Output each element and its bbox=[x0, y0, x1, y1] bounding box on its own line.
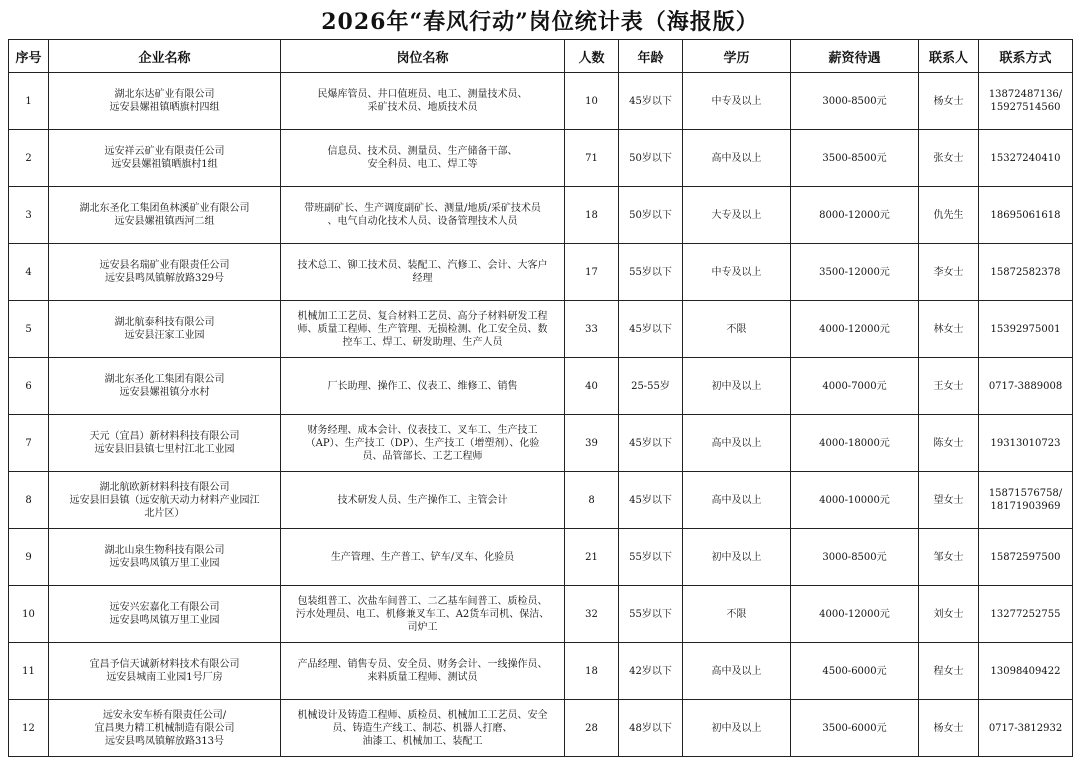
age-cell: 55岁以下 bbox=[619, 244, 683, 301]
positions-cell-line: 财务经理、成本会计、仪表技工、叉车工、生产技工 bbox=[307, 424, 538, 436]
row-number: 9 bbox=[9, 529, 49, 586]
age-cell: 55岁以下 bbox=[619, 586, 683, 643]
education-cell: 高中及以上 bbox=[683, 472, 791, 529]
positions-cell bbox=[281, 130, 565, 187]
age-cell: 45岁以下 bbox=[619, 301, 683, 358]
table-row bbox=[9, 529, 1073, 586]
phone-cell bbox=[979, 244, 1073, 301]
phone-cell bbox=[979, 529, 1073, 586]
contact-cell: 邹女士 bbox=[919, 529, 979, 586]
job-stats-table bbox=[8, 39, 1073, 757]
positions-cell-line: 采矿技术员、地质技术员 bbox=[367, 102, 478, 113]
positions-cell bbox=[281, 700, 565, 757]
header-age: 年龄 bbox=[619, 40, 683, 73]
phone-cell-line: 18171903969 bbox=[990, 501, 1061, 512]
company-cell-line: 远安县名瑞矿业有限责任公司 bbox=[99, 260, 230, 271]
positions-cell bbox=[281, 187, 565, 244]
education-cell: 高中及以上 bbox=[683, 130, 791, 187]
company-cell-line: 宜昌奥力精工机械制造有限公司 bbox=[94, 722, 235, 734]
company-cell bbox=[49, 244, 281, 301]
contact-cell: 望女士 bbox=[919, 472, 979, 529]
table-row bbox=[9, 358, 1073, 415]
contact-cell: 李女士 bbox=[919, 244, 979, 301]
company-cell-line: 远安县旧县镇（远安航天动力材料产业园江 bbox=[69, 494, 260, 506]
education-cell: 初中及以上 bbox=[683, 529, 791, 586]
phone-cell-line: 15927514560 bbox=[990, 102, 1061, 113]
education-cell: 高中及以上 bbox=[683, 643, 791, 700]
positions-cell-line: 师、质量工程师、生产管理、无损检测、化工安全员、数 bbox=[297, 323, 548, 335]
company-cell-line: 远安县旧县镇七里村江北工业园 bbox=[94, 444, 235, 455]
education-cell: 中专及以上 bbox=[683, 244, 791, 301]
positions-cell-line: 、电气自动化技术人员、设备管理技术人员 bbox=[327, 216, 518, 227]
phone-cell-line: 18695061618 bbox=[990, 209, 1061, 221]
company-cell-line: 湖北航欧新材料科技有限公司 bbox=[99, 481, 230, 493]
positions-cell-line: 生产管理、生产普工、铲车/叉车、化验员 bbox=[330, 551, 515, 563]
phone-cell bbox=[979, 643, 1073, 700]
positions-cell bbox=[281, 415, 565, 472]
header-phone: 联系方式 bbox=[979, 40, 1073, 73]
age-cell: 45岁以下 bbox=[619, 472, 683, 529]
phone-cell bbox=[979, 358, 1073, 415]
company-cell-line: 湖北东达矿业有限公司 bbox=[114, 89, 215, 100]
education-cell: 不限 bbox=[683, 301, 791, 358]
company-cell-line: 远安县嫘祖镇西河二组 bbox=[114, 216, 215, 227]
count-cell: 8 bbox=[565, 472, 619, 529]
positions-cell-line: 司炉工 bbox=[407, 621, 438, 633]
phone-cell-line: 15871576758/ bbox=[988, 488, 1063, 499]
positions-cell-line: 产品经理、销售专员、安全员、财务会计、一线操作员、 bbox=[297, 659, 548, 670]
positions-cell bbox=[281, 586, 565, 643]
salary-cell: 3500-12000元 bbox=[791, 244, 919, 301]
positions-cell bbox=[281, 472, 565, 529]
phone-cell-line: 13098409422 bbox=[990, 665, 1061, 677]
phone-cell bbox=[979, 700, 1073, 757]
count-cell: 28 bbox=[565, 700, 619, 757]
contact-cell: 林女士 bbox=[919, 301, 979, 358]
phone-cell bbox=[979, 415, 1073, 472]
company-cell-line: 远安兴宏嘉化工有限公司 bbox=[109, 602, 220, 613]
contact-cell: 仇先生 bbox=[919, 187, 979, 244]
header-contact: 联系人 bbox=[919, 40, 979, 73]
positions-cell-line: 带班副矿长、生产调度副矿长、测量/地质/采矿技术员 bbox=[304, 203, 541, 214]
company-cell-line: 湖北东圣化工集团有限公司 bbox=[104, 374, 225, 385]
company-cell bbox=[49, 130, 281, 187]
header-count: 人数 bbox=[565, 40, 619, 73]
positions-cell-line: 民爆库管员、井口值班员、电工、测量技术员、 bbox=[317, 89, 528, 100]
salary-cell: 8000-12000元 bbox=[791, 187, 919, 244]
table-row bbox=[9, 700, 1073, 757]
table-row bbox=[9, 187, 1073, 244]
count-cell: 18 bbox=[565, 187, 619, 244]
positions-cell bbox=[281, 301, 565, 358]
row-number: 6 bbox=[9, 358, 49, 415]
row-number: 7 bbox=[9, 415, 49, 472]
salary-cell: 3000-8500元 bbox=[791, 529, 919, 586]
salary-cell: 4000-12000元 bbox=[791, 301, 919, 358]
salary-cell: 3500-6000元 bbox=[791, 700, 919, 757]
company-cell-line: 远安县汪家工业园 bbox=[124, 330, 205, 341]
table-title: 2026年“春风行动”岗位统计表（海报版） bbox=[321, 9, 759, 35]
table-row bbox=[9, 301, 1073, 358]
header-company: 企业名称 bbox=[49, 40, 281, 73]
row-number: 1 bbox=[9, 73, 49, 130]
phone-cell bbox=[979, 130, 1073, 187]
count-cell: 39 bbox=[565, 415, 619, 472]
positions-cell-line: 控车工、焊工、研发助理、生产人员 bbox=[342, 336, 503, 348]
contact-cell: 王女士 bbox=[919, 358, 979, 415]
contact-cell: 程女士 bbox=[919, 643, 979, 700]
company-cell bbox=[49, 529, 281, 586]
positions-cell-line: 员、铸造生产线工、制芯、机器人打磨、 bbox=[332, 722, 513, 734]
age-cell: 25-55岁 bbox=[619, 358, 683, 415]
table-row bbox=[9, 472, 1073, 529]
age-cell: 50岁以下 bbox=[619, 187, 683, 244]
age-cell: 45岁以下 bbox=[619, 73, 683, 130]
contact-cell: 陈女士 bbox=[919, 415, 979, 472]
count-cell: 71 bbox=[565, 130, 619, 187]
company-cell-line: 远安县鸣凤镇解放路313号 bbox=[104, 735, 225, 747]
phone-cell bbox=[979, 586, 1073, 643]
education-cell: 初中及以上 bbox=[683, 358, 791, 415]
table-body bbox=[9, 73, 1073, 757]
row-number: 4 bbox=[9, 244, 49, 301]
company-cell bbox=[49, 643, 281, 700]
count-cell: 18 bbox=[565, 643, 619, 700]
table-row bbox=[9, 130, 1073, 187]
salary-cell: 4000-10000元 bbox=[791, 472, 919, 529]
phone-cell bbox=[979, 187, 1073, 244]
phone-cell-line: 15872582378 bbox=[990, 266, 1061, 278]
positions-cell-line: 包装组普工、次盐车间普工、二乙基车间普工、质检员、 bbox=[297, 595, 548, 607]
company-cell-line: 天元（宜昌）新材料科技有限公司 bbox=[89, 431, 240, 442]
row-number: 8 bbox=[9, 472, 49, 529]
count-cell: 40 bbox=[565, 358, 619, 415]
header-no: 序号 bbox=[9, 40, 49, 73]
count-cell: 32 bbox=[565, 586, 619, 643]
age-cell: 45岁以下 bbox=[619, 415, 683, 472]
positions-cell-line: 技术总工、铆工技术员、装配工、汽修工、会计、大客户 bbox=[297, 260, 548, 271]
row-number: 2 bbox=[9, 130, 49, 187]
positions-cell-line: 机械加工工艺员、复合材料工艺员、高分子材料研发工程 bbox=[297, 310, 548, 322]
count-cell: 17 bbox=[565, 244, 619, 301]
phone-cell-line: 15327240410 bbox=[990, 152, 1061, 164]
table-row bbox=[9, 586, 1073, 643]
age-cell: 42岁以下 bbox=[619, 643, 683, 700]
table-row bbox=[9, 415, 1073, 472]
table-row bbox=[9, 244, 1073, 301]
row-number: 11 bbox=[9, 643, 49, 700]
count-cell: 10 bbox=[565, 73, 619, 130]
company-cell-line: 宜昌予信天诚新材料技术有限公司 bbox=[89, 659, 240, 670]
company-cell-line: 远安县嫘祖镇晒旗村四组 bbox=[109, 102, 220, 113]
company-cell-line: 远安祥云矿业有限责任公司 bbox=[104, 146, 225, 157]
positions-cell-line: 来料质量工程师、测试员 bbox=[367, 672, 478, 683]
phone-cell-line: 13277252755 bbox=[990, 608, 1061, 620]
salary-cell: 4500-6000元 bbox=[791, 643, 919, 700]
positions-cell-line: 技术研发人员、生产操作工、主管会计 bbox=[337, 494, 508, 506]
phone-cell-line: 15872597500 bbox=[990, 551, 1061, 563]
salary-cell: 3500-8500元 bbox=[791, 130, 919, 187]
company-cell bbox=[49, 301, 281, 358]
company-cell-line: 远安县鸣凤镇万里工业园 bbox=[109, 558, 220, 569]
positions-cell bbox=[281, 244, 565, 301]
positions-cell-line: 员、品管部长、工艺工程师 bbox=[362, 450, 483, 462]
company-cell-line: 湖北山泉生物科技有限公司 bbox=[104, 545, 225, 556]
header-positions: 岗位名称 bbox=[281, 40, 565, 73]
company-cell-line: 远安县嫘祖镇分水村 bbox=[119, 387, 210, 398]
phone-cell bbox=[979, 301, 1073, 358]
contact-cell: 杨女士 bbox=[919, 700, 979, 757]
positions-cell-line: 机械设计及铸造工程师、质检员、机械加工工艺员、安全 bbox=[297, 709, 548, 721]
salary-cell: 4000-7000元 bbox=[791, 358, 919, 415]
row-number: 5 bbox=[9, 301, 49, 358]
education-cell: 中专及以上 bbox=[683, 73, 791, 130]
company-cell-line: 北片区） bbox=[144, 507, 185, 519]
education-cell: 初中及以上 bbox=[683, 700, 791, 757]
row-number: 12 bbox=[9, 700, 49, 757]
education-cell: 大专及以上 bbox=[683, 187, 791, 244]
company-cell-line: 远安县鸣凤镇解放路329号 bbox=[104, 273, 225, 284]
contact-cell: 张女士 bbox=[919, 130, 979, 187]
company-cell bbox=[49, 700, 281, 757]
table-row bbox=[9, 73, 1073, 130]
company-cell-line: 远安永安车桥有限责任公司/ bbox=[102, 709, 227, 721]
company-cell bbox=[49, 472, 281, 529]
positions-cell-line: 信息员、技术员、测量员、生产储备干部、 bbox=[327, 146, 518, 157]
positions-cell bbox=[281, 73, 565, 130]
positions-cell bbox=[281, 643, 565, 700]
age-cell: 55岁以下 bbox=[619, 529, 683, 586]
company-cell bbox=[49, 358, 281, 415]
positions-cell bbox=[281, 529, 565, 586]
positions-cell-line: 厂长助理、操作工、仪表工、维修工、销售 bbox=[327, 380, 518, 392]
company-cell-line: 远安县鸣凤镇万里工业园 bbox=[109, 615, 220, 626]
education-cell: 不限 bbox=[683, 586, 791, 643]
contact-cell: 刘女士 bbox=[919, 586, 979, 643]
positions-cell-line: 污水处理员、电工、机修兼叉车工、A2货车司机、保洁、 bbox=[295, 608, 550, 620]
phone-cell bbox=[979, 472, 1073, 529]
table-row bbox=[9, 643, 1073, 700]
company-cell bbox=[49, 415, 281, 472]
phone-cell-line: 15392975001 bbox=[990, 323, 1061, 335]
salary-cell: 3000-8500元 bbox=[791, 73, 919, 130]
header-salary: 薪资待遇 bbox=[791, 40, 919, 73]
phone-cell-line: 13872487136/ bbox=[988, 89, 1063, 100]
company-cell-line: 远安县城南工业园1号厂房 bbox=[106, 672, 223, 683]
positions-cell bbox=[281, 358, 565, 415]
phone-cell-line: 0717-3812932 bbox=[988, 722, 1063, 734]
salary-cell: 4000-12000元 bbox=[791, 586, 919, 643]
header-education: 学历 bbox=[683, 40, 791, 73]
age-cell: 48岁以下 bbox=[619, 700, 683, 757]
count-cell: 21 bbox=[565, 529, 619, 586]
positions-cell-line: 经理 bbox=[412, 273, 433, 284]
company-cell bbox=[49, 187, 281, 244]
count-cell: 33 bbox=[565, 301, 619, 358]
education-cell: 高中及以上 bbox=[683, 415, 791, 472]
row-number: 3 bbox=[9, 187, 49, 244]
company-cell-line: 湖北东圣化工集团鱼林溪矿业有限公司 bbox=[79, 203, 250, 214]
phone-cell-line: 19313010723 bbox=[990, 437, 1061, 449]
positions-cell-line: 油漆工、机械加工、装配工 bbox=[362, 735, 483, 747]
company-cell bbox=[49, 73, 281, 130]
age-cell: 50岁以下 bbox=[619, 130, 683, 187]
header-row bbox=[9, 40, 1073, 73]
company-cell bbox=[49, 586, 281, 643]
positions-cell-line: （AP）、生产技工（DP）、生产技工（增塑剂）、化验 bbox=[305, 437, 540, 449]
row-number: 10 bbox=[9, 586, 49, 643]
phone-cell bbox=[979, 73, 1073, 130]
positions-cell-line: 安全科员、电工、焊工等 bbox=[367, 159, 478, 170]
company-cell-line: 远安县嫘祖镇晒旗村1组 bbox=[111, 159, 218, 170]
salary-cell: 4000-18000元 bbox=[791, 415, 919, 472]
contact-cell: 杨女士 bbox=[919, 73, 979, 130]
company-cell-line: 湖北航泰科技有限公司 bbox=[114, 317, 215, 328]
phone-cell-line: 0717-3889008 bbox=[988, 380, 1063, 392]
